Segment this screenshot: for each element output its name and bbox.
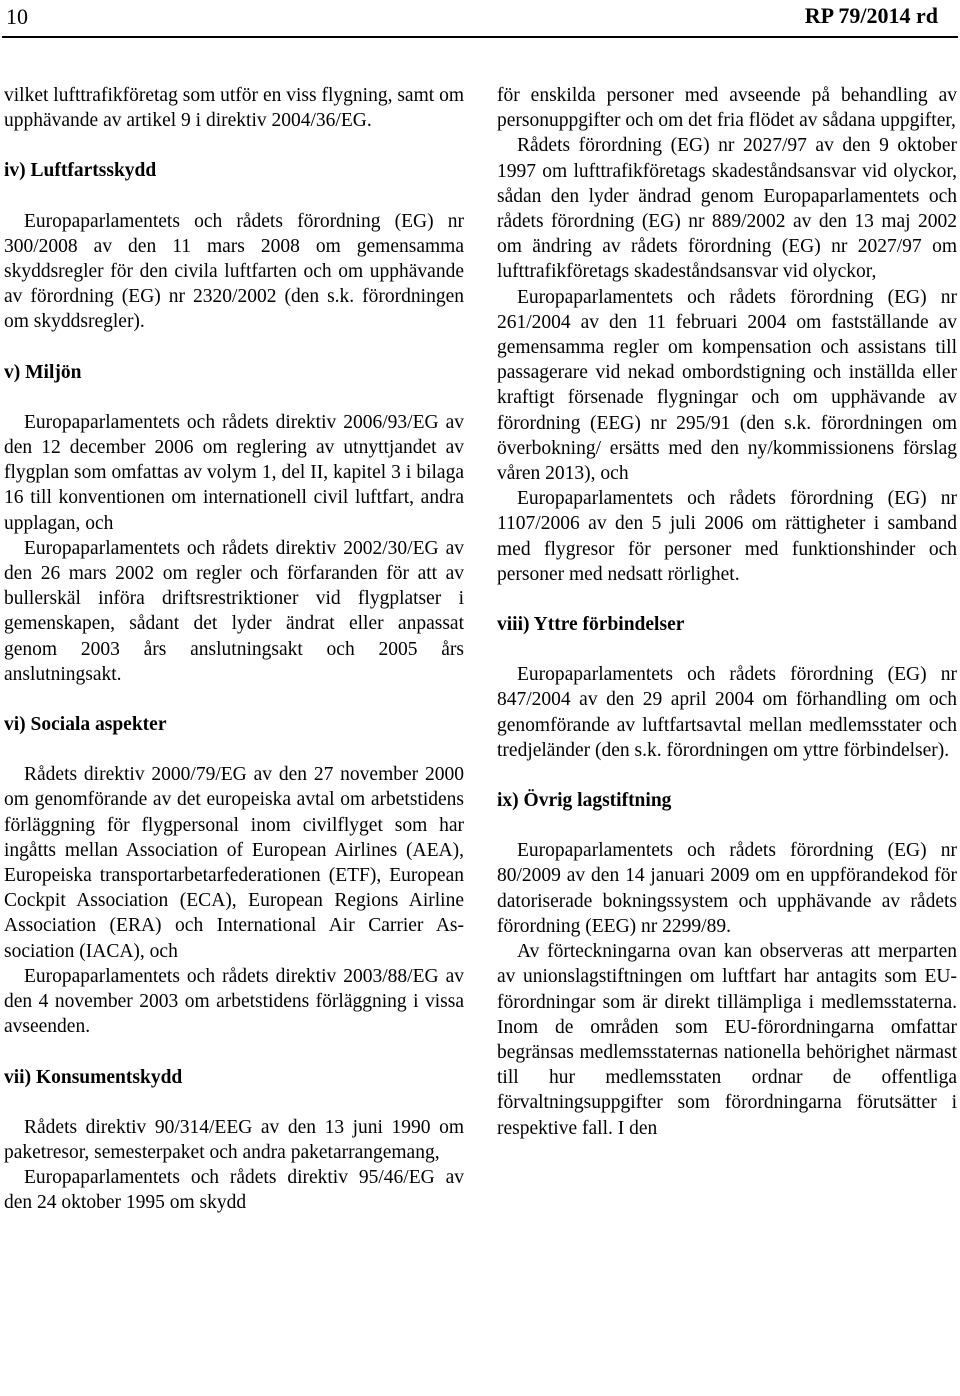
paragraph: Rådets direktiv 2000/79/EG av den 27 november 2000 om genomförande av det europeiska avtal om arbetstidens förläggning för flygpersonal inom civilflyget som har ingåtts mellan Association of European Airlines (AEA), Europeiska transportarbetarfederationen (ETF), European Cockpit Association (ECA), European Regions Airline Association (ERA) och International Air Carrier Association (IACA), och (4, 764, 464, 962)
continued-paragraph: för enskilda personer med avseende på behandling av personuppgifter och om det fria flödet av sådana uppgifter, (497, 85, 957, 132)
paragraph: Europaparlamentets och rådets direktiv 2002/30/EG av den 26 mars 2002 om regler och förfaranden för att av bullerskäl införa driftsrestriktioner vid flygplatser i gemenskapen, sådant det lyder ändrat eller anpassat genom 2003 års anslutningsakt och 2005 års anslutningsakt. (4, 537, 464, 685)
page-header (0, 0, 960, 38)
paragraph: Europaparlamentets och rådets direktiv 2006/93/EG av den 12 december 2006 om reglering av utnyttjandet av flygplan som omfattas av volym 1, del II, kapitel 3 i bilaga 16 till konventionen om internationell civil luftfart, andra upplagan, och (4, 411, 464, 534)
left-column (4, 83, 464, 1216)
paragraph: Europaparlamentets och rådets förordning (EG) nr 80/2009 av den 14 januari 2009 om en uppförandekod för datoriserade bokningssystem och upphävande av rådets förordning (EEG) nr 2299/89. (497, 840, 957, 937)
paragraph: Av förteckningarna ovan kan observeras att merparten av unionslagstiftningen om luftfart har antagits som EU-förordningar som är direkt tillämpliga i medlemsstaterna. Inom de områden som EU-förordningarna omfattar begränsas medlemsstaternas nationella behörighet närmast till hur medlemsstaten ordnar de offentliga förvaltningsuppgifter som förordningarna förutsätter i respektive fall. I den (497, 941, 957, 1139)
right-column (497, 83, 957, 1141)
intro-paragraph: vilket lufttrafikföretag som utför en viss flygning, samt om upphävande av artikel 9 i direktiv 2004/36/EG. (4, 85, 464, 132)
paragraph: Europaparlamentets och rådets förordning (EG) nr 847/2004 av den 29 april 2004 om förhandling om och genomförande av luftfartsavtal mellan medlemsstater och tredjeländer (den s.k. förordningen om yttre förbindelser). (497, 664, 957, 761)
paragraph: Europaparlamentets och rådets förordning (EG) nr 1107/2006 av den 5 juli 2006 om rättigheter i samband med flygresor för personer med funktionshinder och personer med nedsatt rörlighet. (497, 488, 957, 585)
section-heading-konsumentskydd: vii) Konsumentskydd (4, 1066, 183, 1088)
section-heading-miljon: v) Miljön (4, 361, 82, 383)
paragraph: Europaparlamentets och rådets förordning (EG) nr 261/2004 av den 11 februari 2004 om fastställande av gemensamma regler om kompensation och assistans till passagerare vid nekad ombordstigning och inställda eller kraftigt försenade flygningar och om upphävande av förordning (EEG) nr 295/91 (den s.k. förordningen om överbokning/ ersätts med den ny/kommissionens förslag våren 2013), och (497, 286, 957, 485)
section-heading-luftfartsskydd: iv) Luftfartsskydd (4, 160, 157, 182)
section-heading-sociala-aspekter: vi) Sociala aspekter (4, 714, 167, 736)
paragraph: Europaparlamentets och rådets direktiv 2003/88/EG av den 4 november 2003 om arbetstidens förläggning i vissa avseenden. (4, 965, 464, 1038)
header-rule (2, 36, 958, 38)
paragraph: Rådets direktiv 90/314/EEG av den 13 juni 1990 om paketresor, semesterpaket och andra paketarrangemang, (4, 1116, 464, 1163)
page-number: 10 (6, 4, 28, 29)
paragraph: Rådets förordning (EG) nr 2027/97 av den 9 oktober 1997 om lufttrafikföretags skadeståndsansvar vid olyckor, sådan den lyder ändrad genom Europaparlamentets och rådets förordning (EG) nr 889/2002 av den 13 maj 2002 om ändring av rådets förordning (EG) nr 2027/97 om lufttrafikföretags skadeståndsansvar vid olyckor, (497, 135, 957, 283)
paragraph: Europaparlamentets och rådets direktiv 95/46/EG av den 24 oktober 1995 om skydd (4, 1167, 464, 1214)
paragraph: Europaparlamentets och rådets förordning (EG) nr 300/2008 av den 11 mars 2008 om gemensamma skyddsregler för den civila luftfarten och om upphävande av förordning (EG) nr 2320/2002 (den s.k. förordningen om skyddsregler). (4, 210, 464, 333)
section-heading-ovrig-lagstiftning: ix) Övrig lagstiftning (497, 790, 672, 812)
section-heading-yttre-forbindelser: viii) Yttre förbindelser (497, 614, 685, 636)
document-id: RP 79/2014 rd (804, 3, 938, 28)
